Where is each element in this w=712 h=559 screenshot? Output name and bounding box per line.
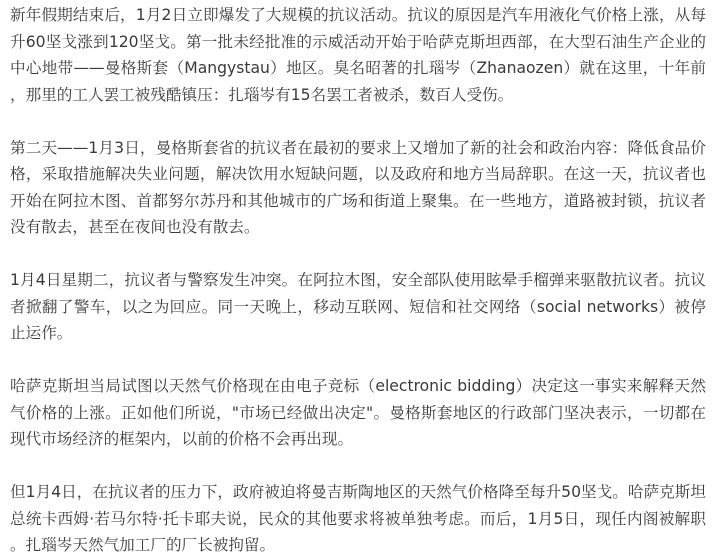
article-body: [10, 2, 706, 559]
paragraph-4: 哈萨克斯坦当局试图以天然气价格现在由电子竞标（electronic bidding）决定这一事实来解释天然气价格的上涨。正如他们所说，"市场已经做出决定"。曼格斯套地区的行政部门坚决表示，一切都在现代市场经济的框架内，以前的价格不会再出现。: [10, 377, 706, 448]
paragraph-3: 1月4日星期二，抗议者与警察发生冲突。在阿拉木图，安全部队使用眩晕手榴弹来驱散抗议者。抗议者掀翻了警车，以之为回应。同一天晚上，移动互联网、短信和社交网络（social networks）被停止运作。: [10, 271, 706, 342]
paragraph-2: 第二天——1月3日，曼格斯套省的抗议者在最初的要求上又增加了新的社会和政治内容：降低食品价格，采取措施解决失业问题，解决饮用水短缺问题，以及政府和地方当局辞职。在这一天，抗议者也开始在阿拉木图、首都努尔苏丹和其他城市的广场和街道上聚集。在一些地方，道路被封锁，抗议者没有散去，甚至在夜间也没有散去。: [10, 138, 706, 236]
paragraph-5: 但1月4日，在抗议者的压力下，政府被迫将曼吉斯陶地区的天然气价格降至每升50坚戈。哈萨克斯坦总统卡西姆·若马尔特·托卡耶夫说，民众的其他要求将被单独考虑。而后，1月5日，现任内阁被解职。扎瑙岑天然气加工厂的厂长被拘留。: [10, 483, 706, 554]
paragraph-1: 新年假期结束后，1月2日立即爆发了大规模的抗议活动。抗议的原因是汽车用液化气价格上涨，从每升60坚戈涨到120坚戈。第一批未经批准的示威活动开始于哈萨克斯坦西部，在大型石油生产企业的中心地带——曼格斯套（Mangystau）地区。臭名昭著的扎瑙岑（Zhanaozen）就在这里，十年前，那里的工人罢工被残酷镇压：扎瑙岑有15名罢工者被杀，数百人受伤。: [10, 6, 706, 104]
